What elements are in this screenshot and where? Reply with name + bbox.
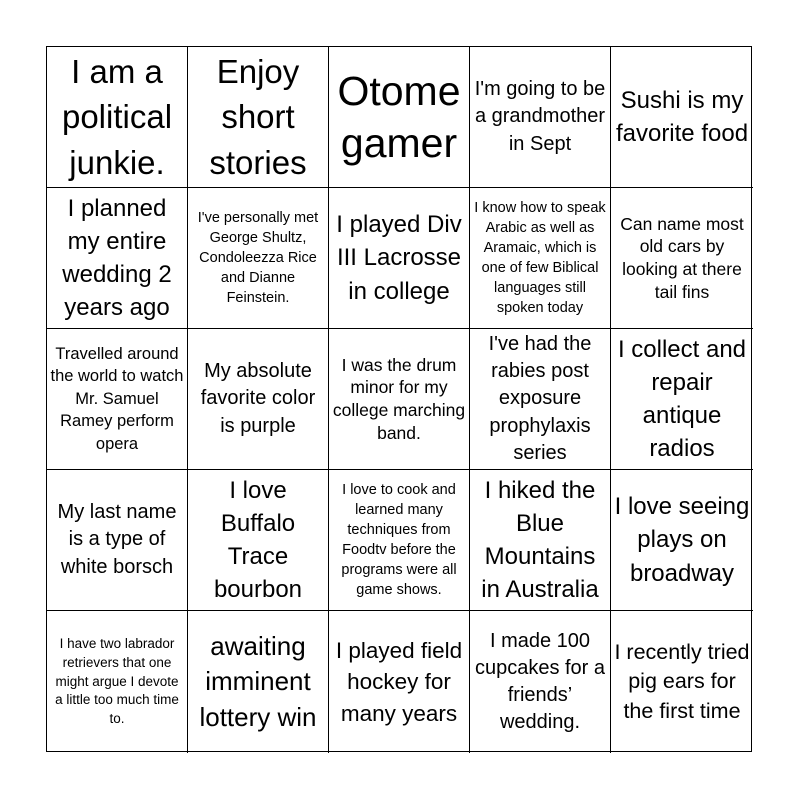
bingo-cell-5-1[interactable] <box>47 611 188 753</box>
cell-text: I love seeing plays on broadway <box>614 493 750 587</box>
bingo-cell-3-1[interactable] <box>47 329 188 470</box>
cell-text: I am a political junkie. <box>61 52 173 181</box>
cell-text: Can name most old cars by looking at there tail fins <box>620 213 744 302</box>
cell-text: I know how to speak Arabic as well as Aramaic, which is one of few Biblical languages still spoken today <box>474 200 606 316</box>
cell-text: I played field hockey for many years <box>335 638 463 726</box>
cell-text: I hiked the Blue Mountains in Australia <box>481 476 599 604</box>
cell-text: I have two labrador retrievers that one might argue I devote a little too much time to. <box>55 635 179 727</box>
cell-text: My last name is a type of white borsch <box>57 501 177 578</box>
cell-text: I've personally met George Shultz, Condoleezza Rice and Dianne Feinstein. <box>197 210 319 306</box>
cell-text: I collect and repair antique radios <box>617 335 747 463</box>
cell-text: I love to cook and learned many techniques from Foodtv before the programs were all game shows. <box>341 482 457 598</box>
bingo-cell-2-3[interactable] <box>329 188 470 329</box>
bingo-cell-1-5[interactable] <box>611 47 753 188</box>
cell-text: I played Div III Lacrosse in college <box>336 211 462 305</box>
cell-text: awaiting imminent lottery win <box>199 631 317 732</box>
bingo-cell-1-4[interactable] <box>470 47 611 188</box>
cell-text: Travelled around the world to watch Mr. Samuel Ramey perform opera <box>50 344 184 453</box>
bingo-cell-3-4[interactable] <box>470 329 611 470</box>
cell-text: I made 100 cupcakes for a friends’ wedding. <box>474 629 606 734</box>
cell-text: I love Buffalo Trace bourbon <box>213 476 303 604</box>
bingo-cell-5-4[interactable] <box>470 611 611 753</box>
bingo-cell-3-5[interactable] <box>611 329 753 470</box>
cell-text: Otome gamer <box>337 67 461 166</box>
cell-text: Enjoy short stories <box>209 52 307 181</box>
bingo-cell-4-1[interactable] <box>47 470 188 611</box>
bingo-cell-2-5[interactable] <box>611 188 753 329</box>
bingo-cell-1-1[interactable] <box>47 47 188 188</box>
cell-text: I recently tried pig ears for the first time <box>614 640 750 723</box>
bingo-cell-5-5[interactable] <box>611 611 753 753</box>
cell-text: My absolute favorite color is purple <box>200 360 316 437</box>
bingo-cell-1-2[interactable] <box>188 47 329 188</box>
bingo-cell-2-2[interactable] <box>188 188 329 329</box>
bingo-cell-5-2[interactable] <box>188 611 329 753</box>
bingo-cell-4-3[interactable] <box>329 470 470 611</box>
bingo-cell-2-4[interactable] <box>470 188 611 329</box>
bingo-cell-4-4[interactable] <box>470 470 611 611</box>
bingo-board <box>46 46 752 752</box>
cell-text: I planned my entire wedding 2 years ago <box>62 194 172 322</box>
bingo-cell-3-3[interactable] <box>329 329 470 470</box>
cell-text: Sushi is my favorite food <box>615 86 749 147</box>
cell-text: I was the drum minor for my college marching band. <box>332 354 466 443</box>
cell-text: I'm going to be a grandmother in Sept <box>474 78 606 155</box>
bingo-cell-3-2[interactable] <box>188 329 329 470</box>
bingo-cell-4-5[interactable] <box>611 470 753 611</box>
bingo-cell-5-3[interactable] <box>329 611 470 753</box>
cell-text: I've had the rabies post exposure prophylaxis series <box>488 333 592 464</box>
bingo-cell-2-1[interactable] <box>47 188 188 329</box>
bingo-cell-1-3[interactable] <box>329 47 470 188</box>
bingo-cell-4-2[interactable] <box>188 470 329 611</box>
